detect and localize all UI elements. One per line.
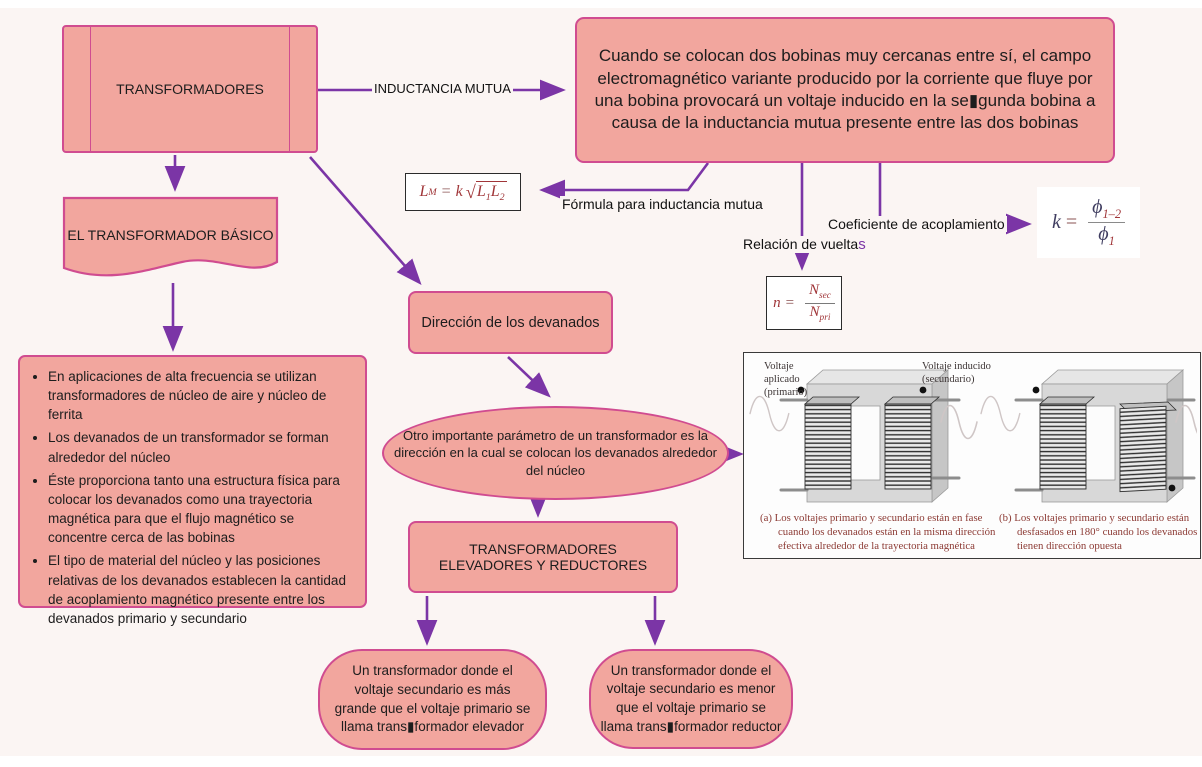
node-otro-parametro-text: Otro importante parámetro de un transformador es la dirección en la cual se colocan los devanados alrededor del núcleo [393, 427, 718, 478]
formula-token: 2 [499, 192, 505, 204]
formula-token: N [809, 303, 820, 320]
node-direccion-devanados [408, 291, 613, 354]
node-transformador-basico-label: EL TRANSFORMADOR BÁSICO [67, 227, 274, 243]
formula-token: pri [819, 312, 831, 323]
node-transformador-reductor-text: Un transformador donde el voltaje secundario es menor que el voltaje primario se llama trans▮formador reductor [600, 662, 782, 734]
node-transformador-basico [62, 196, 279, 288]
formula-token: L [476, 182, 486, 200]
formula-token: ϕ [1092, 195, 1103, 218]
caracteristicas-item: • Los devanados de un transformador se forman alrededor del núcleo [48, 428, 353, 466]
caracteristicas-item: • Éste proporciona tanto una estructura física para colocar los devanados como una trayectoria magnética para que el flujo magnético se concentre cerca de las bobinas [48, 471, 353, 548]
edge-label-inductancia-mutua: INDUCTANCIA MUTUA [374, 81, 511, 96]
edge-label-formula-inductancia: Fórmula para inductancia mutua [562, 196, 763, 212]
node-otro-parametro [382, 406, 729, 500]
formula-token: sec [819, 290, 831, 301]
node-transformador-elevador [318, 649, 547, 750]
formula-token: 1–2 [1102, 206, 1122, 221]
node-transformador-reductor [589, 649, 793, 749]
node-direccion-devanados-label: Dirección de los devanados [421, 314, 600, 331]
figure-caption-b: (b) Los voltajes primario y secundario están desfasados en 180° cuando los devanados tienen dirección opuesta [999, 512, 1198, 553]
caracteristicas-item: • El tipo de material del núcleo y las posiciones relativas de los devanados establecen la cantidad de acoplamiento magnético presente entre los devanados primario y secundario [48, 551, 353, 628]
fraction-numerator [1088, 197, 1125, 223]
formula-token: k [455, 183, 463, 200]
caracteristicas-item: • En aplicaciones de alta frecuencia se utilizan transformadores de núcleo de aire y núcleo de ferrita [48, 367, 353, 424]
caracteristicas-list [28, 367, 353, 632]
node-elevadores-reductores-label: TRANSFORMADORES ELEVADORES Y REDUCTORES [438, 541, 648, 573]
formula-token: M [428, 186, 437, 198]
node-concepto-inductancia-text: Cuando se colocan dos bobinas muy cercanas entre sí, el campo electromagnético variante producido por la corriente que fluye por una bobina provocará un voltaje inducido en la se▮gunda bobina a causa de la inductancia mutua presente entre las dos bobinas [594, 46, 1096, 133]
figure-devanados-panel [743, 352, 1201, 559]
fraction-denominator [1098, 223, 1115, 248]
transformer-b [981, 370, 1197, 502]
node-elevadores-reductores [408, 521, 678, 593]
formula-token: = [785, 294, 795, 311]
figure-caption-a: (a) Los voltajes primario y secundario están en fase cuando los devanados están en la misma dirección efectiva alrededor de la trayectoria magnética [760, 512, 996, 553]
formula-radicand [476, 181, 507, 203]
formula-token: ϕ [1098, 223, 1109, 245]
edge-label-relacion-vueltas-text: Relación de vuelta [743, 236, 859, 252]
pred-process-line-left [90, 27, 91, 151]
formula-token: L [490, 182, 500, 200]
sqrt-symbol: √ [465, 181, 476, 202]
edge-label-relacion-vueltas-suffix: s [858, 236, 866, 253]
fraction-numerator [805, 283, 835, 304]
formula-token: n [773, 294, 781, 311]
node-concepto-inductancia [575, 17, 1115, 163]
node-transformador-elevador-text: Un transformador donde el voltaje secundario es más grande que el voltaje primario se llama trans▮formador elevador [334, 663, 531, 735]
formula-inductancia-mutua [405, 173, 521, 211]
formula-token: k [1051, 211, 1061, 233]
pred-process-line-right [289, 27, 290, 151]
node-transformadores-label: TRANSFORMADORES [116, 81, 264, 97]
node-caracteristicas [18, 355, 367, 626]
formula-fraction [1088, 197, 1125, 248]
formula-token: = [1065, 211, 1078, 233]
formula-token: 1 [485, 192, 491, 204]
figure-label-primario: Voltaje aplicado (primario) [764, 361, 808, 399]
figure-label-secundario: Voltaje inducido (secundario) [922, 361, 991, 386]
formula-token: N [809, 281, 820, 298]
node-transformadores [62, 25, 318, 153]
formula-token: 1 [1108, 234, 1115, 248]
formula-token: = [441, 183, 451, 200]
formula-token: L [419, 183, 429, 200]
edge-label-relacion-vueltas [741, 236, 868, 253]
formula-fraction [805, 283, 835, 324]
formula-relacion-vueltas [766, 276, 842, 330]
fraction-denominator [810, 304, 831, 324]
edge-label-coeficiente: Coeficiente de acoplamiento [828, 216, 1005, 232]
formula-coeficiente-acoplamiento [1037, 187, 1140, 258]
